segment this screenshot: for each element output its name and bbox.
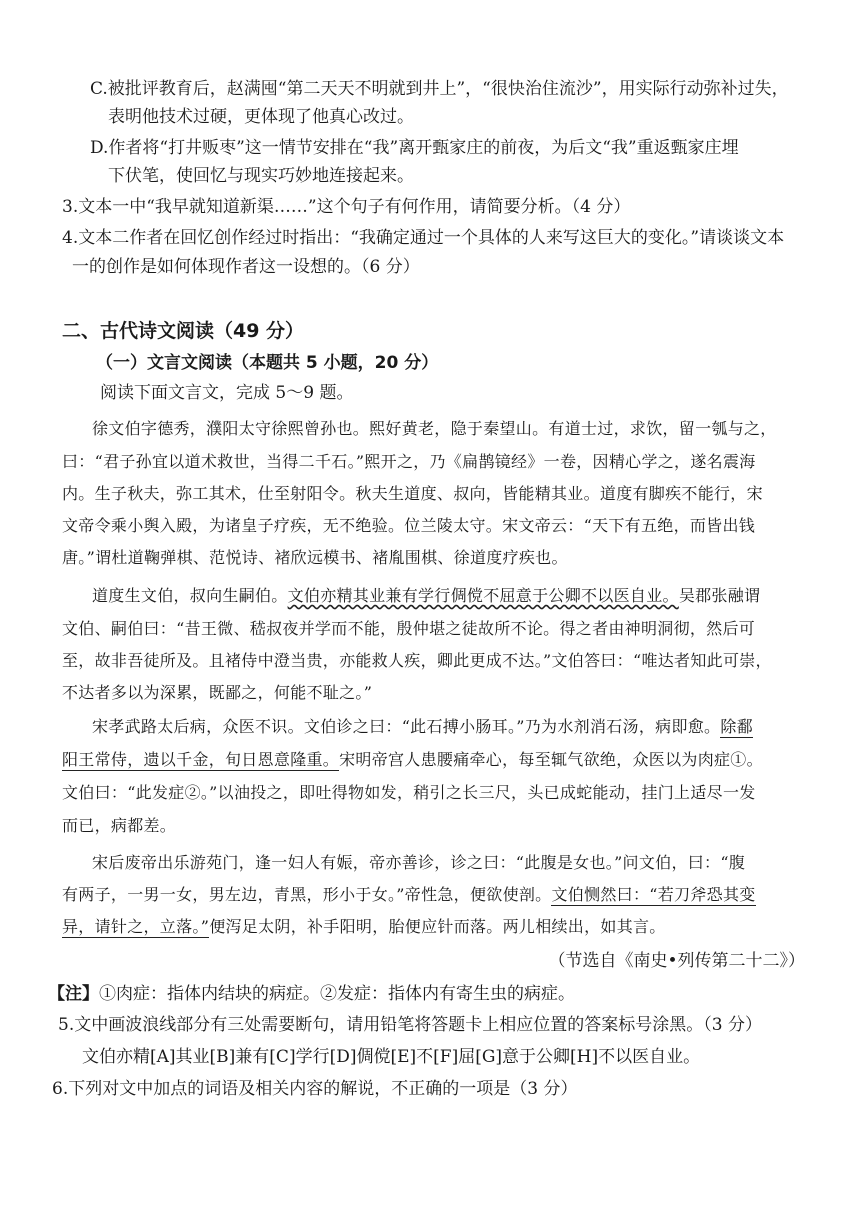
note [48,983,575,1005]
option-d-line-2: 下伏笔，使回忆与现实巧妙地连接起来。 [108,166,414,186]
passage-text: 宋孝武路太后病，众医不识。文伯诊之曰：“此石搏小肠耳。”乃为水剂消石汤，病即愈。 [92,717,721,736]
question-4-line-1: 4.文本二作者在回忆创作经过时指出：“我确定通过一个具体的人来写这巨大的变化。”请谈谈文本 [62,228,785,248]
option-c-line-2: 表明他技术过硬，更体现了他真心改过。 [108,107,414,127]
option-d-line-1: D.作者将“打井贩枣”这一情节安排在“我”离开甄家庄的前夜，为后文“我”重返甄家庄埋 [90,138,739,158]
underlined-text: 阳王常侍，遗以千金，旬日恩意隆重。 [62,750,340,769]
instruction: 阅读下面文言文，完成 5～9 题。 [100,383,354,403]
passage-text: 有两子，一男一女，男左边，青黑，形小于女。”帝性急，便欲使剖。 [62,885,552,904]
passage-line-16 [62,916,666,938]
passage-line-15 [62,884,756,906]
wavy-underlined-text: 文伯亦精其业兼有学行倜傥不屈意于公卿不以医自业。 [287,586,679,605]
question-6: 6.下列对文中加点的词语及相关内容的解说，不正确的一项是（3 分） [52,1079,578,1099]
note-label: 【注】 [48,984,99,1004]
passage-line-11 [62,749,763,771]
option-c-line-1: C.被批评教育后，赵满囤“第二天天不明就到井上”，“很快治住流沙”，用实际行动弥补过失， [90,79,789,99]
passage-text: 便泻足太阴，补手阳明，胎便应针而落。两儿相续出，如其言。 [209,917,666,936]
passage-line-9: 不达者多以为深累，既鄙之，何能不耻之。” [62,683,373,702]
question-5: 5.文中画波浪线部分有三处需要断句，请用铅笔将答题卡上相应位置的答案标号涂黑。（3 分） [58,1015,762,1035]
underlined-text: 文伯恻然曰：“若刀斧恐其变 [551,885,756,904]
passage-line-4: 文帝令乘小舆入殿，为诸皇子疗疾，无不绝验。位兰陵太守。宋文帝云：“天下有五绝，而皆出钱 [62,516,756,535]
passage-line-6 [92,585,760,607]
passage-line-7: 文伯、嗣伯曰：“昔王微、嵇叔夜并学而不能，殷仲堪之徒故所不论。得之者由神明洞彻，然后可 [62,619,756,638]
question-5-options: 文伯亦精[A]其业[B]兼有[C]学行[D]倜傥[E]不[F]屈[G]意于公卿[H]不以医自业。 [82,1047,701,1067]
passage-line-1: 徐文伯字德秀，濮阳太守徐熙曾孙也。熙好黄老，隐于秦望山。有道士过，求饮，留一瓠与之， [92,419,777,438]
section-title: 二、古代诗文阅读（49 分） [62,320,305,342]
underlined-text: 异，请针之，立落。” [62,917,210,936]
passage-line-14: 宋后废帝出乐游苑门，逢一妇人有娠，帝亦善诊，诊之曰：“此腹是女也。”问文伯，曰：“腹 [92,853,746,872]
passage-line-5: 唐。”谓杜道鞠弹棋、范悦诗、褚欣远模书、褚胤围棋、徐道度疗疾也。 [62,548,568,567]
source-citation: （节选自《南史•列传第二十二》） [548,951,805,971]
passage-line-12: 文伯曰：“此发症②。”以油投之，即吐得物如发，稍引之长三尺，头已成蛇能动，挂门上适尽一发 [62,783,756,802]
passage-line-13: 而已，病都差。 [62,816,177,835]
subsection-title: （一）文言文阅读（本题共 5 小题，20 分） [96,353,439,373]
passage-line-3: 内。生子秋夫，弥工其术，仕至射阳令。秋夫生道度、叔向，皆能精其业。道度有脚疾不能行，宋 [62,484,763,503]
question-3: 3.文本一中“我早就知道新渠……”这个句子有何作用，请简要分析。（4 分） [62,197,631,217]
passage-text: 道度生文伯，叔向生嗣伯。 [92,586,288,605]
note-text: ①肉症：指体内结块的病症。②发症：指体内有寄生虫的病症。 [99,984,575,1004]
passage-line-2: 曰：“君子孙宜以道术救世，当得二千石。”熙开之，乃《扁鹊镜经》一卷，因精心学之，遂名震海 [62,452,756,471]
passage-line-8: 至，故非吾徒所及。且褚侍中澄当贵，亦能救人疾，卿此更成不达。”文伯答曰：“唯达者知此可崇， [62,651,772,670]
question-4-line-2: 一的创作是如何体现作者这一设想的。（6 分） [72,257,420,277]
underlined-text: 除鄱 [720,717,753,736]
passage-text: 宋明帝宫人患腰痛牵心，每至辄气欲绝，众医以为肉症①。 [339,750,763,769]
passage-text: 吴郡张融谓 [678,586,761,605]
passage-line-10 [92,716,753,738]
